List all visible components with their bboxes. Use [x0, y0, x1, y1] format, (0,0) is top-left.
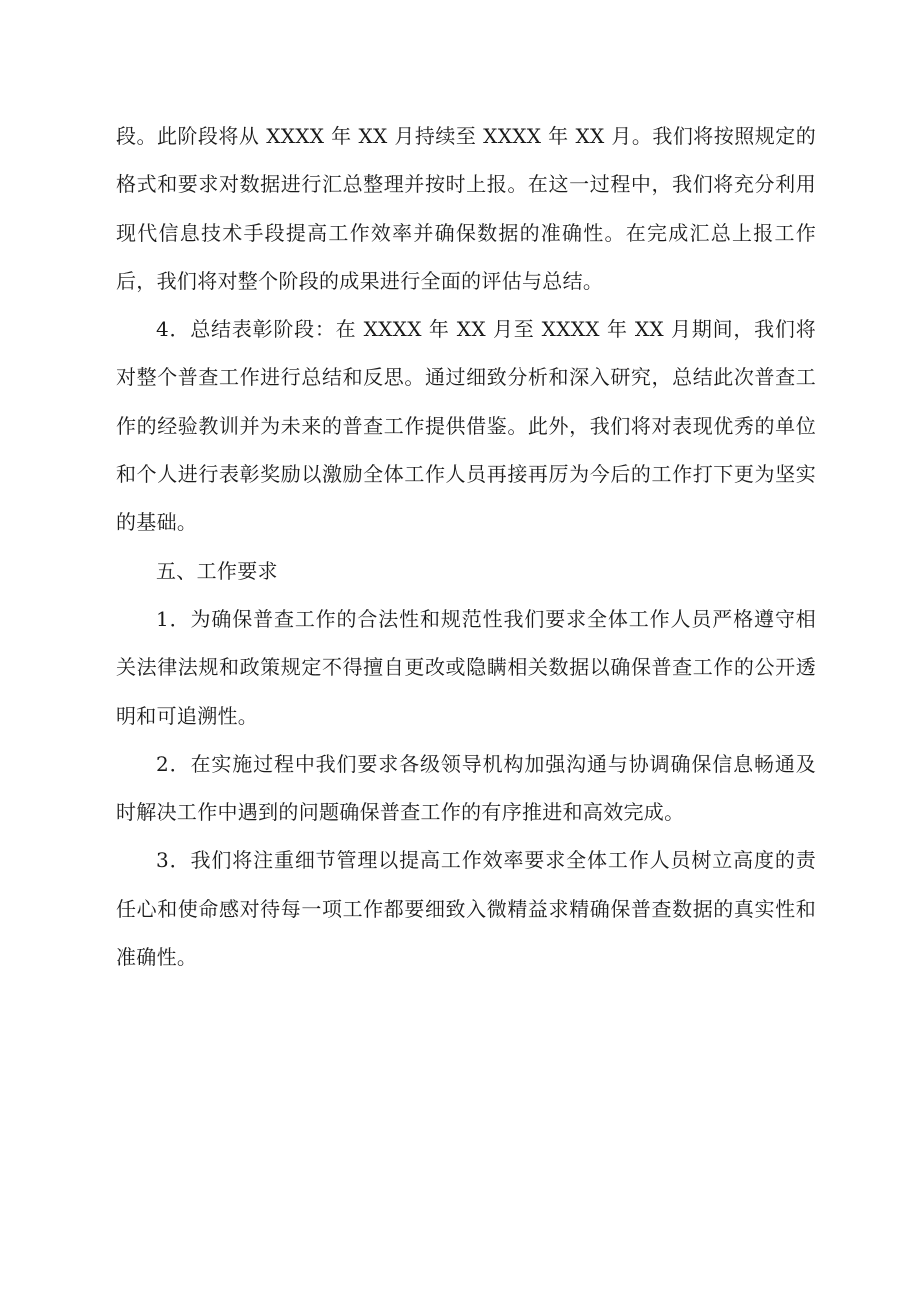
paragraph-requirement-3: 3．我们将注重细节管理以提高工作效率要求全体工作人员树立高度的责任心和使命感对待每一项工作都要细致入微精益求精确保普查数据的真实性和准确性。 — [116, 848, 816, 970]
document-body — [116, 112, 816, 981]
paragraph-stage-4-summary-commendation: 4．总结表彰阶段：在 XXXX 年 XX 月至 XXXX 年 XX 月期间，我们将对整个普查工作进行总结和反思。通过细致分析和深入研究，总结此次普查工作的经验教训并为未来的普查工作提供借鉴。此外，我们将对表现优秀的单位和个人进行表彰奖励以激励全体工作人员再接再厉为今后的工作打下更为坚实的基础。 — [116, 317, 816, 535]
section-heading-work-requirements: 五、工作要求 — [156, 558, 278, 583]
paragraph-requirement-2: 2．在实施过程中我们要求各级领导机构加强沟通与协调确保信息畅通及时解决工作中遇到的问题确保普查工作的有序推进和高效完成。 — [116, 751, 816, 825]
paragraph-requirement-1: 1．为确保普查工作的合法性和规范性我们要求全体工作人员严格遵守相关法律法规和政策规定不得擅自更改或隐瞒相关数据以确保普查工作的公开透明和可追溯性。 — [116, 606, 816, 728]
paragraph-summary-continuation: 段。此阶段将从 XXXX 年 XX 月持续至 XXXX 年 XX 月。我们将按照规定的格式和要求对数据进行汇总整理并按时上报。在这一过程中，我们将充分利用现代信息技术手段提高工作效率并确保数据的准确性。在完成汇总上报工作后，我们将对整个阶段的成果进行全面的评估与总结。 — [116, 124, 816, 293]
